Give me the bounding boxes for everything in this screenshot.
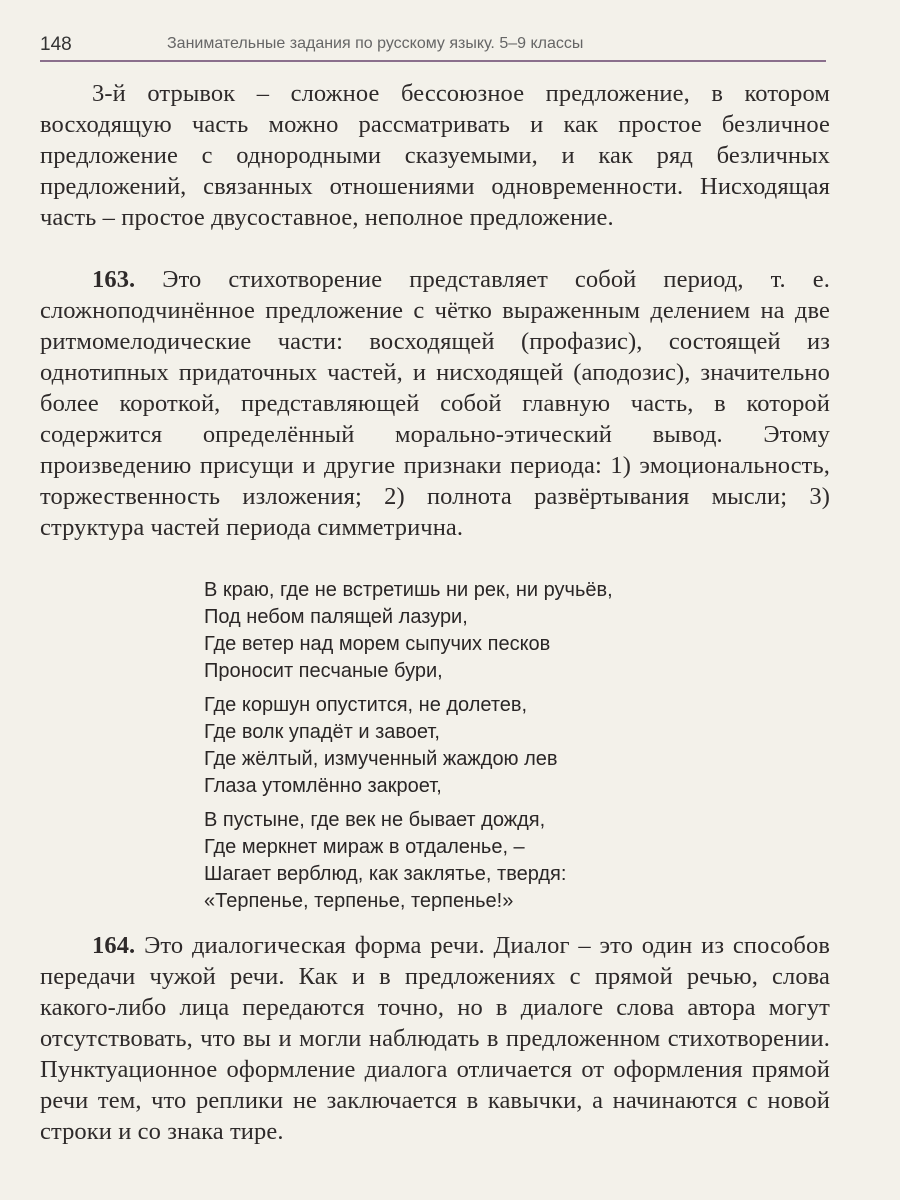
poem-stanza [204,807,613,915]
running-title: Занимательные задания по русскому языку. 5–9 классы [167,35,584,52]
running-header [40,30,826,62]
poem-stanza [204,692,613,800]
answer-number: 163. [92,266,136,293]
answer-163 [40,264,830,543]
answer-text: Это стихотворение представляет собой период, т. е. сложноподчинённое предложение с чётко выраженным делением на две ритмомелодические части: восходящей (профазис), состоящей из однотипных придаточных частей, и нисходящей (аподозис), значительно более короткой, представляющей собой главную часть, в которой содержится определённый морально-этический вывод. Этому произведению присущи и другие признаки периода: 1) эмоциональность, торжественность изложения; 2) полнота развёртывания мысли; 3) структура частей периода симметрична. [40,266,830,541]
poem-stanza [204,577,613,685]
poem-line: Проносит песчаные бури, [204,660,443,682]
answer-number: 164. [92,932,136,959]
poem-line: Под небом палящей лазури, [204,606,468,628]
paragraph-fragment-3 [40,78,830,233]
poem-line: Где ветер над морем сыпучих песков [204,633,551,655]
poem-line: В пустыне, где век не бывает дождя, [204,809,546,831]
poem-line: Шагает верблюд, как заклятье, твердя: [204,863,567,885]
poem-line: Где жёлтый, измученный жаждою лев [204,748,558,770]
poem-line: Где волк упадёт и завоет, [204,721,440,743]
paragraph-text: 3-й отрывок – сложное бессоюзное предложение, в котором восходящую часть можно рассматривать и как простое безличное предложение с однородными сказуемыми, и как ряд безличных предложений, связанных отношениями одновременности. Нисходящая часть – простое двусоставное, неполное предложение. [40,80,830,231]
poem-line: Где коршун опустится, не долетев, [204,694,528,716]
poem-line: Глаза утомлённо закроет, [204,775,442,797]
poem [204,577,613,922]
page-number: 148 [40,34,72,55]
poem-line: «Терпенье, терпенье, терпенье!» [204,890,514,912]
answer-164 [40,930,830,1147]
answer-text: Это диалогическая форма речи. Диалог – это один из способов передачи чужой речи. Как и в предложениях с прямой речью, слова какого-либо лица передаются точно, но в диалоге слова автора могут отсутствовать, что вы и могли наблюдать в предложенном стихотворении. Пунктуационное оформление диалога отличается от оформления прямой речи тем, что реплики не заключается в кавычки, а начинаются с новой строки и со знака тире. [40,932,830,1145]
poem-line: В краю, где не встретишь ни рек, ни ручьёв, [204,579,613,601]
poem-line: Где меркнет мираж в отдаленье, – [204,836,525,858]
